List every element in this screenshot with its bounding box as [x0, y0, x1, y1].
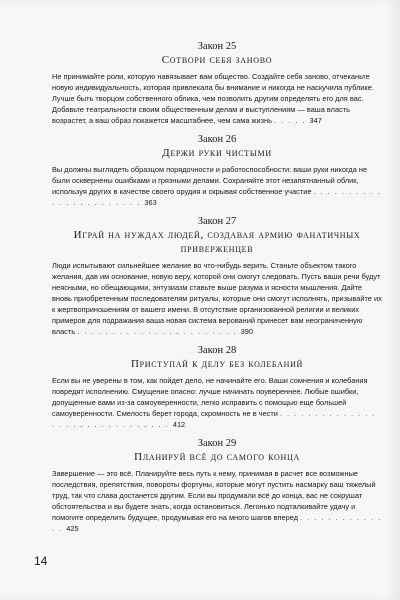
law-title: Играй на нуждах людей, создавая армию фанатичных приверженцев	[73, 229, 361, 255]
law-number: Закон 26	[197, 134, 237, 145]
law-page-reference: 347	[309, 116, 322, 125]
dot-leader: . . . . . . . . . . . . . .	[52, 513, 382, 533]
dot-leader: . . . . . . . . . . . . . . . . . . . . . . . . . . . . . . .	[52, 409, 376, 429]
law-description	[52, 71, 382, 126]
law-page-reference: 363	[144, 198, 157, 207]
dot-leader: . . . . .	[274, 116, 310, 125]
dot-leader: . . . . . . . . . . . . . . . . . . . . . . .	[77, 327, 241, 336]
law-text: Если вы не уверены в том, как пойдет дело, не начинайте его. Ваши сомнения и колебания повредят исполнению. Смущение опасно: лучше начинать поувереннее. Любые ошибки, допущенные вами из-за самоуверенности, легко исправить с помощью еще большей самоуверенности. Смелость берет города, скромность не в чести	[52, 376, 368, 418]
laws-list	[52, 40, 382, 541]
law-title: Планируй всё до самого конца	[134, 451, 300, 463]
law-page-reference: 390	[240, 327, 253, 336]
law-description	[52, 375, 382, 430]
law-entry	[52, 40, 382, 126]
law-page-reference: 412	[172, 420, 186, 429]
law-entry	[52, 133, 382, 208]
law-title: Держи руки чистыми	[162, 147, 272, 159]
law-entry	[52, 437, 382, 534]
law-text: Завершение — это всё. Планируйте весь путь к нему, принимая в расчет все возможные последствия, препятствия, повороты фортуны, которые могут пустить насмарку ваш тяжелый труд, так что слава достанется другим. Если вы продумали всё до конца, вас не сокрушат обстоятельства и вы будете знать, когда остановиться. Легонько подталкивайте удачу и помогите определить будущее, продумывая его на много шагов вперед	[52, 469, 376, 522]
dot-leader: . . . . . . . . . . . . . . . . . . . . . . .	[52, 187, 382, 207]
law-number: Закон 27	[197, 216, 237, 227]
law-description	[52, 164, 382, 208]
law-number: Закон 28	[197, 345, 237, 356]
law-text: Вы должны выглядеть образцом порядочности и работоспособности: ваши руки никогда не были осквернены ошибками и грязными делами. Сохраняйте этот незапятнанный облик, используя других в качестве своего орудия и скрывая собственное участие	[52, 165, 368, 196]
law-text: Не принимайте роли, которую навязывает вам общество. Создайте себя заново, отчеканьте новую индивидуальность, которая привлекала бы внимание и никогда не наскучила публике. Лучше быть творцом собственного облика, чем позволить другим определять его для вас. Добавьте театральности своим общественным делам и выступлениям — ваша власть возрастет, а ваш образ покажется масштабнее, чем сама жизнь	[52, 72, 374, 125]
law-description	[52, 468, 382, 534]
law-description	[52, 260, 382, 337]
page-number: 14	[34, 554, 48, 568]
law-title: Приступай к делу без колебаний	[130, 358, 304, 370]
law-title: Сотвори себя заново	[161, 54, 273, 66]
law-number: Закон 25	[197, 41, 237, 52]
law-entry	[52, 344, 382, 430]
law-page-reference: 425	[66, 524, 79, 533]
law-entry	[52, 215, 382, 337]
law-number: Закон 29	[197, 438, 237, 449]
law-text: Люди испытывают сильнейшее желание во что-нибудь верить. Станьте объектом такого желания, дав им основание, новую веру, которой они смогут следовать. Пусть ваши речи будут неясными, но обещающими, энтузиазм ставьте выше разума и ясности мышления. Дайте вновь приобретенным последователям ритуалы, которые они смогут исполнять, призывайте их к жертвоприношениям от вашего имени. В отсутствие организованной религии и великих примеров для подражания ваша новая система верований принесет вам неограниченную власть	[52, 261, 382, 336]
